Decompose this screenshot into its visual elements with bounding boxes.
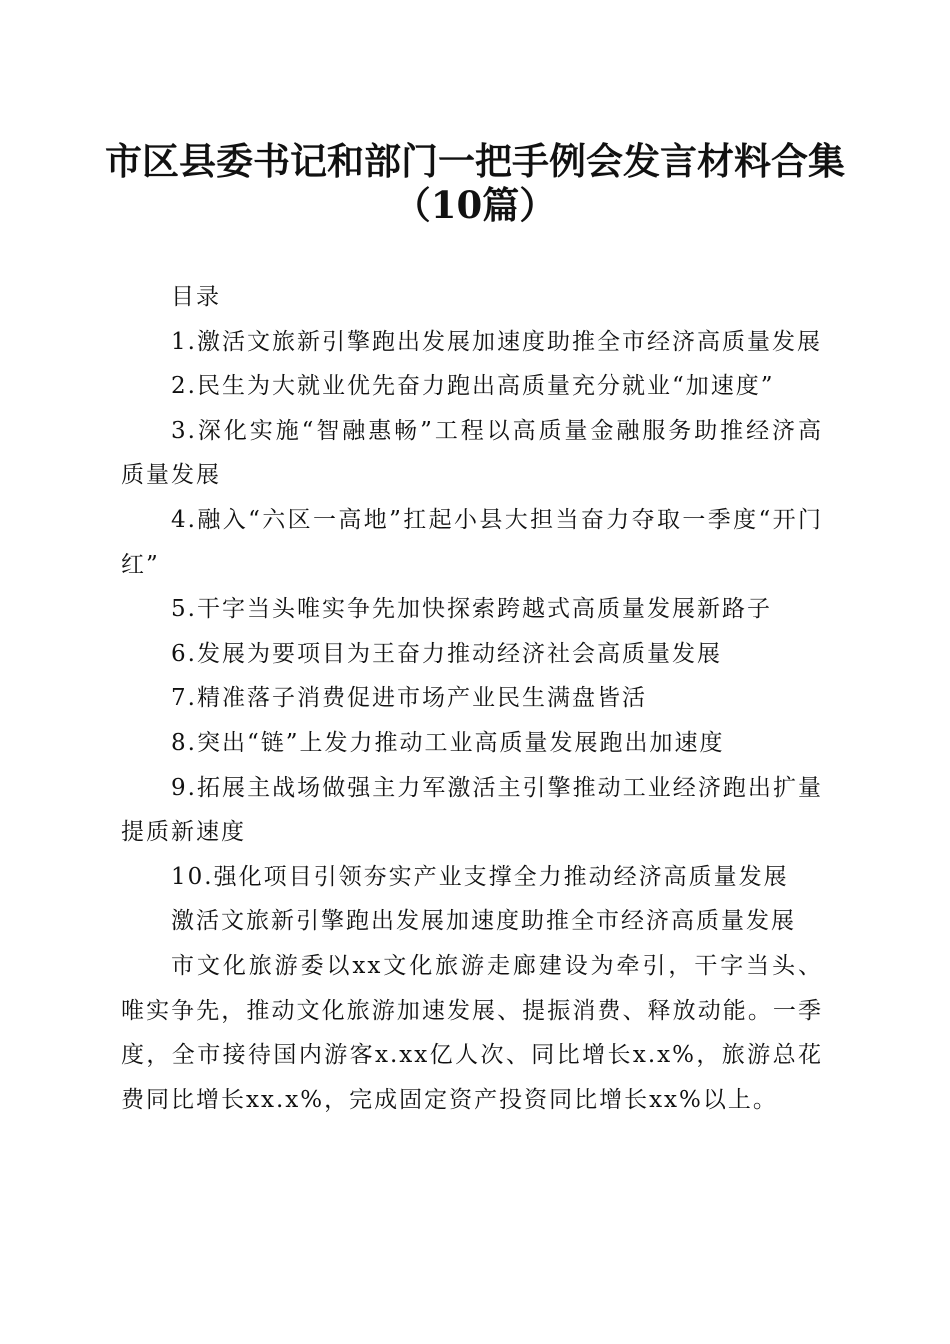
section-title: 激活文旅新引擎跑出发展加速度助推全市经济高质量发展 bbox=[171, 908, 796, 935]
body-paragraph: 市文化旅游委以xx文化旅游走廊建设为牵引，干字当头、唯实争先，推动文化旅游加速发展、提振消费、释放动能。一季度，全市接待国内游客x.xx亿人次、同比增长x.x%，旅游总花费同比增长xx.x%，完成固定资产投资同比增长xx%以上。 bbox=[121, 952, 823, 1113]
toc-item-2: 2.民生为大就业优先奋力跑出高质量充分就业“加速度” bbox=[171, 373, 775, 400]
toc-item-6: 6.发展为要项目为王奋力推动经济社会高质量发展 bbox=[171, 640, 722, 667]
toc-item-9: 9.拓展主战场做强主力军激活主引擎推动工业经济跑出扩量提质新速度 bbox=[121, 774, 823, 846]
toc-heading: 目录 bbox=[171, 284, 221, 310]
toc-item-10: 10.强化项目引领夯实产业支撑全力推动经济高质量发展 bbox=[171, 863, 789, 890]
toc-item-5: 5.干字当头唯实争先加快探索跨越式高质量发展新路子 bbox=[171, 596, 772, 623]
toc-item-8: 8.突出“链”上发力推动工业高质量发展跑出加速度 bbox=[171, 729, 725, 756]
toc-item-7: 7.精准落子消费促进市场产业民生满盘皆活 bbox=[171, 685, 647, 712]
document-body bbox=[121, 275, 823, 1122]
toc-item-4: 4.融入“六区一高地”扛起小县大担当奋力夺取一季度“开门红” bbox=[121, 506, 823, 578]
document-title: 市区县委书记和部门一把手例会发言材料合集 bbox=[105, 139, 845, 183]
toc-item-1: 1.激活文旅新引擎跑出发展加速度助推全市经济高质量发展 bbox=[171, 328, 822, 355]
toc-item-3: 3.深化实施“智融惠畅”工程以高质量金融服务助推经济高质量发展 bbox=[121, 417, 823, 489]
document-title-count: （10篇） bbox=[393, 183, 557, 227]
